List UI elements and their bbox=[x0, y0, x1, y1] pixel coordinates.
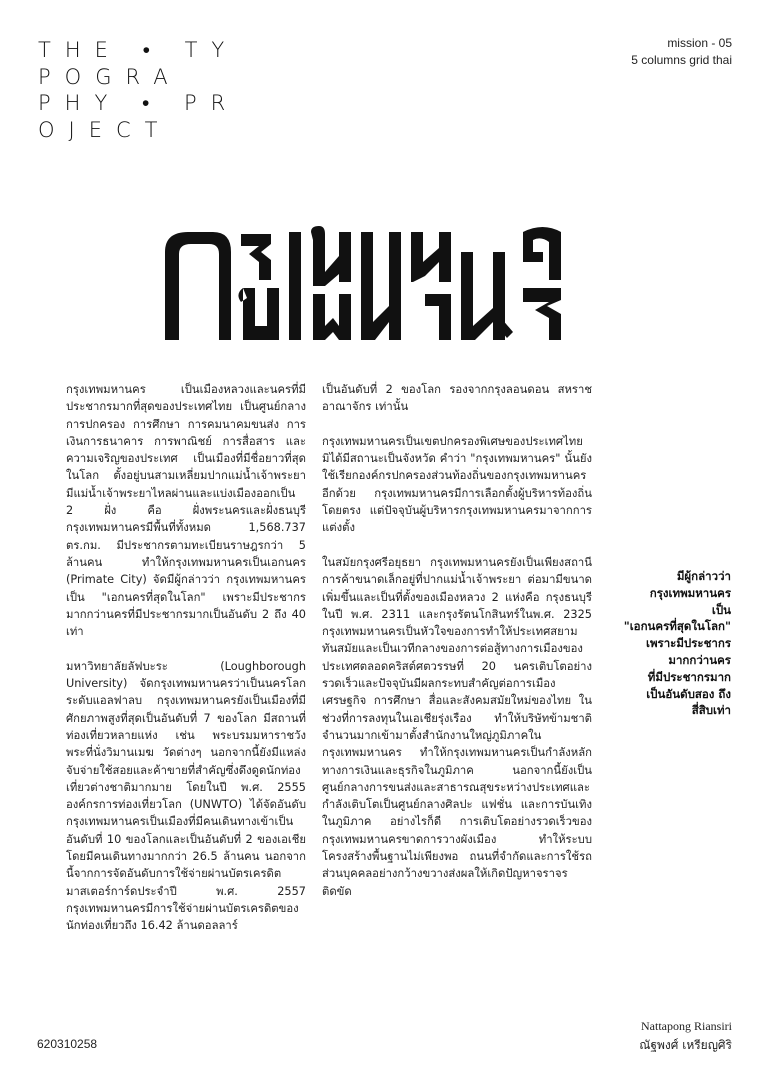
pull-quote-line: มากกว่านคร bbox=[668, 652, 731, 667]
mission-label bbox=[631, 35, 732, 69]
mission-number: mission - 05 bbox=[667, 36, 732, 50]
body-column-2 bbox=[322, 381, 592, 917]
pull-quote bbox=[609, 568, 731, 719]
pull-quote-line: เป็นอันดับสอง ถึง bbox=[646, 686, 731, 701]
logo-line-2: POGRA bbox=[38, 64, 182, 89]
body-paragraph: กรุงเทพมหานคร เป็นเมืองหลวงและนครที่มีประชากรมากที่สุดของประเทศไทย เป็นศูนย์กลางการปกครอง การศึกษา การคมนาคมขนส่ง การเงินการธนาคาร การพาณิชย์ การสื่อสาร และความเจริญของประเทศ เป็นเมืองที่มีชื่อยาวที่สุดในโลก ตั้งอยู่บนสามเหลี่ยมปากแม่น้ำเจ้าพระยา มีแม่น้ำเจ้าพระยาไหลผ่านและแบ่งเมืองออกเป็น 2 ฝั่ง คือ ฝั่งพระนครและฝั่งธนบุรี กรุงเทพมหานครมีพื้นที่ทั้งหมด 1,568.737 ตร.กม. มีประชากรตามทะเบียนราษฎรกว่า 5 ล้านคน ทำให้กรุงเทพมหานครเป็นเอกนคร (Primate City) จัดมีผู้กล่าวว่า กรุงเทพมหานครเป็น "เอกนครที่สุดในโลก" เพราะมีประชากรมากกว่านครที่มีประชากรมากเป็นอันดับ 2 ถึง 40 เท่า bbox=[66, 383, 306, 639]
project-logo bbox=[38, 37, 239, 143]
pull-quote-line: ที่มีประชากรมาก bbox=[647, 669, 731, 684]
logo-line-4: OJECT bbox=[38, 117, 172, 142]
pull-quote-line: กรุงเทพมหานคร bbox=[649, 585, 731, 600]
body-paragraph: กรุงเทพมหานครเป็นเขตปกครองพิเศษของประเทศไทย มิได้มีสถานะเป็นจังหวัด คำว่า "กรุงเทพมหานคร" นั้นยังใช้เรียกองค์กรปกครองส่วนท้องถิ่นของกรุงเทพมหานครอีกด้วย กรุงเทพมหานครมีการเลือกตั้งผู้บริหารท้องถิ่นโดยตรง แต่ปัจจุบันผู้บริหารกรุงเทพมหานครมาจากการแต่งตั้ง bbox=[322, 434, 592, 535]
author-name-thai: ณัฐพงศ์ เหรียญศิริ bbox=[639, 1038, 732, 1052]
pull-quote-line: เพราะมีประชากร bbox=[646, 636, 731, 651]
student-id: 620310258 bbox=[37, 1037, 98, 1051]
author-credit bbox=[639, 1017, 732, 1055]
body-paragraph: ในสมัยกรุงศรีอยุธยา กรุงเทพมหานครยังเป็นเพียงสถานีการค้าขนาดเล็กอยู่ที่ปากแม่น้ำเจ้าพระยา ต่อมามีขนาดเพิ่มขึ้นและเป็นที่ตั้งของเมืองหลวง 2 แห่งคือ กรุงธนบุรี ในปี พ.ศ. 2311 และกรุงรัตนโกสินทร์ในพ.ศ. 2325 กรุงเทพมหานครเป็นหัวใจของการทำให้ประเทศสยามทันสมัยและเป็นเวทีกลางของการต่อสู้ทางการเมืองของประเทศตลอดคริสต์ศตวรรษที่ 20 นครเติบโตอย่างรวดเร็วและปัจจุบันมีผลกระทบสำคัญต่อการเมือง เศรษฐกิจ การศึกษา สื่อและสังคมสมัยใหม่ของไทย ในช่วงที่การลงทุนในเอเชียรุ่งเรือง ทำให้บริษัทข้ามชาติจำนวนมากเข้ามาตั้งสำนักงานใหญ่ภูมิภาคในกรุงเทพมหานคร ทำให้กรุงเทพมหานครเป็นกำลังหลักทางการเงินและธุรกิจในภูมิภาค นอกจากนี้ยังเป็นศูนย์กลางการขนส่งและสาธารณสุขระหว่างประเทศและกำลังเติบโตเป็นศูนย์กลางศิลปะ แฟชั่น และการบันเทิงในภูมิภาค อย่างไรก็ดี การเติบโตอย่างรวดเร็วของกรุงเทพมหานครขาดการวางผังเมือง ทำให้ระบบโครงสร้างพื้นฐานไม่เพียงพอ ถนนที่จำกัดและการใช้รถส่วนบุคคลอย่างกว้างขวางส่งผลให้เกิดปัญหาจราจรติดขัด bbox=[322, 555, 592, 898]
pull-quote-line: "เอกนครที่สุดในโลก" bbox=[623, 619, 731, 634]
body-paragraph: มหาวิทยาลัยลัฟบะระ (Loughborough University) จัดกรุงเทพมหานครว่าเป็นนครโลกระดับแอลฟาลบ กรุงเทพมหานครยังเป็นเมืองที่มีศักยภาพสูงที่สุดเป็นอันดับที่ 7 ของโลก มีสถานที่ท่องเที่ยวหลายแห่ง เช่น พระบรมมหาราชวัง พระที่นั่งวิมานเมฆ วัดต่างๆ นอกจากนี้ยังมีแหล่งจับจ่ายใช้สอยและค้าขายที่สำคัญซึ่งดึงดูดนักท่องเที่ยวต่างชาติมากมาย โดยในปี พ.ศ. 2555 องค์กรการท่องเที่ยวโลก (UNWTO) ได้จัดอันดับกรุงเทพมหานครเป็นเมืองที่มีคนเดินทางเข้าเป็นอันดับที่ 10 ของโลกและเป็นอันดับที่ 2 ของเอเชีย โดยมีคนเดินทางมากกว่า 26.5 ล้านคน นอกจากนี้จากการจัดอันดับการใช้จ่ายผ่านบัตรเครดิตมาสเตอร์การ์ดประจำปี พ.ศ. 2557 กรุงเทพมหานครมีการใช้จ่ายผ่านบัตรเครดิตของนักท่องเที่ยวถึง 16.42 ล้านดอลลาร์ bbox=[66, 659, 306, 933]
pull-quote-line: เป็น bbox=[711, 602, 731, 617]
mission-subtitle: 5 columns grid thai bbox=[631, 53, 732, 67]
author-name-english: Nattapong Riansiri bbox=[641, 1019, 732, 1033]
logo-line-1: THE • TY bbox=[38, 38, 239, 62]
title-artwork bbox=[163, 222, 603, 347]
logo-line-3: PHY • PR bbox=[38, 91, 240, 115]
body-column-1 bbox=[66, 381, 306, 952]
pull-quote-line: มีผู้กล่าวว่า bbox=[676, 569, 731, 583]
pull-quote-line: สี่สิบเท่า bbox=[691, 703, 731, 718]
body-paragraph: เป็นอันดับที่ 2 ของโลก รองจากกรุงลอนดอน สหราชอาณาจักร เท่านั้น bbox=[322, 383, 592, 414]
